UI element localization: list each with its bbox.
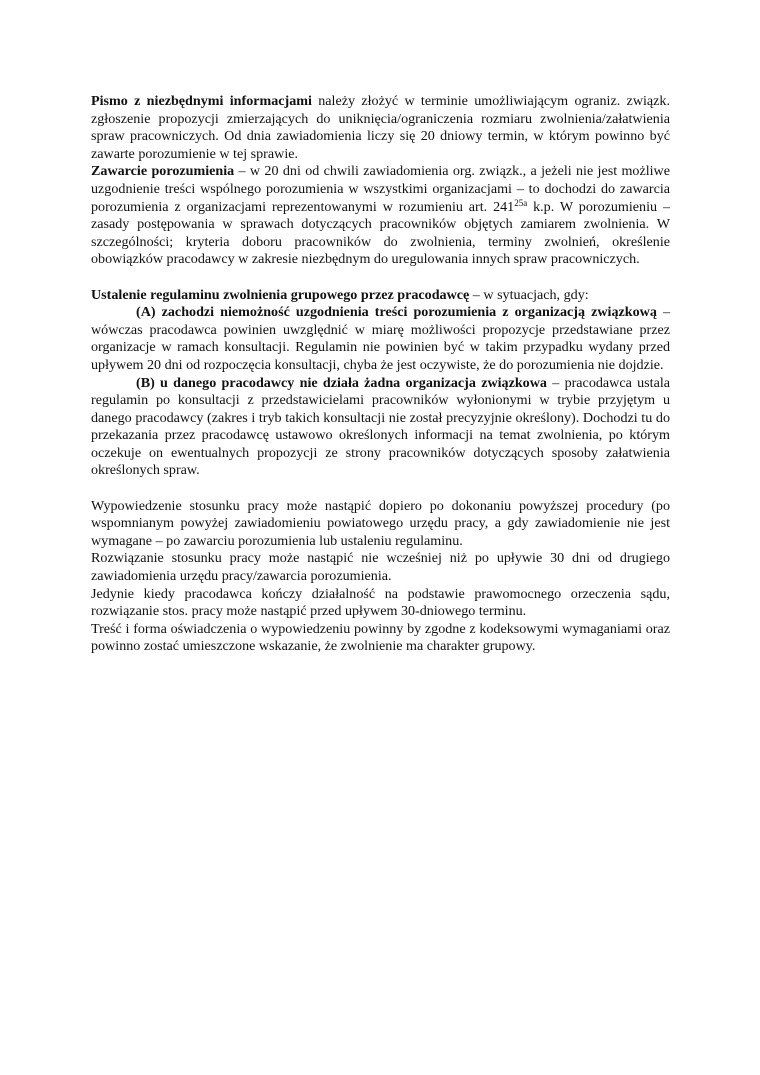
heading-regulamin: Ustalenie regulaminu zwolnienia grupowego przez pracodawcę — [91, 286, 470, 303]
heading-pismo: Pismo z niezbędnymi informacjami — [91, 93, 312, 109]
article-superscript: 25a — [514, 197, 528, 208]
paragraph-regulamin-text: – w sytuacjach, gdy: — [469, 286, 589, 303]
paragraph-forma: Treść i forma oświadczenia o wypowiedzeniu powinny by zgodne z kodeksowymi wymaganiami oraz powinno zostać umieszczone wskazanie, że zwolnienie ma charakter grupowy. — [91, 620, 670, 655]
document-page — [91, 93, 670, 656]
paragraph-case-a-text: – wówczas pracodawca powinien uwzględnić w miarę możliwości propozycje przedstawiane przez organizacje w ramach konsultacji. Regulamin nie powinien być w takim przypadku wydany przed upływem 20 dni od rozpoczęcia konsultacji, chyba że jest oczywiste, że do porozumienia nie dojdzie. — [91, 304, 670, 373]
paragraph-wypowiedzenie: Wypowiedzenie stosunku pracy może nastąpić dopiero po dokonaniu powyższej procedury (po wspomnianym powyżej zawiadomieniu powiatowego urzędu pracy, a gdy zawiadomienie nie jest wymagane – po zawarciu porozumienia lub ustaleniu regulaminu. — [91, 497, 670, 549]
heading-case-a: (A) zachodzi niemożność uzgodnienia treści porozumienia z organizacją związkową — [136, 304, 657, 321]
paragraph-case-b — [91, 375, 670, 481]
heading-porozumienie: Zawarcie porozumienia — [91, 163, 235, 180]
paragraph-rozwiazanie: Rozwiązanie stosunku pracy może nastąpić nie wcześniej niż po upływie 30 dni od drugiego zawiadomienia urzędu pracy/zawarcia porozumienia. — [91, 550, 670, 585]
paragraph-likwidacja: Jedynie kiedy pracodawca kończy działalność na podstawie prawomocnego orzeczenia sądu, rozwiązanie stos. pracy może nastąpić przed upływem 30-dniowego terminu. — [91, 585, 670, 620]
paragraph-case-b-text: – pracodawca ustala regulamin po konsultacji z przedstawicielami pracowników wyłonionymi w trybie przyjętym u danego pracodawcy (zakres i tryb takich konsultacji nie został precyzyjnie określony). Dochodzi tu do przekazania przez pracodawcę ustawowo określonych informacji na temat zwolnienia, po którym oczekuje on ewentualnych propozycji ze strony pracowników dotyczących sposoby załatwienia określonych spraw. — [91, 374, 670, 479]
paragraph-porozumienie — [91, 163, 670, 269]
paragraph-porozumienie-text-a: – w 20 dni od chwili zawiadomienia org. związk., a jeżeli nie jest możliwe uzgodnienie treści wspólnego porozumienia w wszystkimi organizacjami – to dochodzi do zawarcia porozumienia z organizacjami reprezentowanymi w rozumieniu art. 241 — [91, 163, 670, 215]
paragraph-case-a — [91, 304, 670, 374]
paragraph-pismo-text: należy złożyć w terminie umożliwiającym ograniz. związk. zgłoszenie propozycji zmierzających do uniknięcia/ograniczenia rozmiaru zwolnienia/załatwienia spraw pracowniczych. Od dnia zawiadomienia liczy się 20 dniowy termin, w którym powinno być zawarte porozumienie w tej sprawie. — [91, 93, 670, 162]
spacer — [91, 269, 670, 287]
paragraph-pismo — [91, 93, 670, 163]
paragraph-porozumienie-text-b: k.p. W porozumieniu – zasady postępowania w sprawach dotyczących pracowników objętych zamiarem zwolnienia. W szczególności; kryteria doboru pracowników do zwolnienia, terminy zwolnień, określenie obowiązków pracodawcy w zakresie niezbędnym do uregulowania innych spraw pracowniczych. — [91, 198, 670, 268]
heading-case-b: (B) u danego pracodawcy nie działa żadna organizacja związkowa — [136, 374, 547, 391]
spacer — [91, 480, 670, 498]
paragraph-regulamin — [91, 287, 670, 305]
